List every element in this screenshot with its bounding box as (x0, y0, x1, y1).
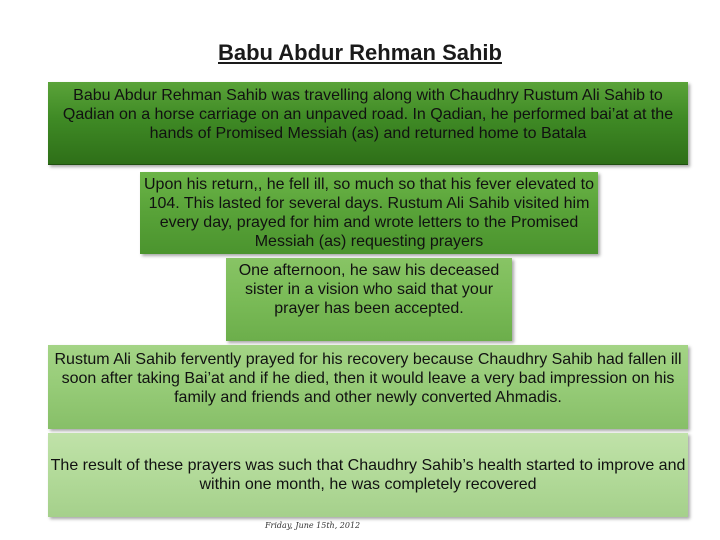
slide-date-footer: Friday, June 15th, 2012 (265, 521, 361, 530)
story-box-prayer: Rustum Ali Sahib fervently prayed for his recovery because Chaudhry Sahib had fallen ill soon after taking Bai’at and if he died, then it would leave a very bad impression on his family and friends and other newly converted Ahmadis. (48, 345, 688, 429)
story-box-bai-at: Babu Abdur Rehman Sahib was travelling along with Chaudhry Rustum Ali Sahib to Qadian on a horse carriage on an unpaved road. In Qadian, he performed bai’at at the hands of Promised Messiah (as) and returned home to Batala (48, 82, 688, 165)
story-box-vision: One afternoon, he saw his deceased sister in a vision who said that your prayer has been accepted. (226, 258, 512, 341)
story-box-illness: Upon his return,, he fell ill, so much so that his fever elevated to 104. This lasted for several days. Rustum Ali Sahib visited him every day, prayed for him and wrote letters to the Promised Messiah (as) requesting prayers (140, 172, 598, 254)
story-box-recovery: The result of these prayers was such that Chaudhry Sahib’s health started to improve and within one month, he was completely recovered (48, 433, 688, 517)
slide-title: Babu Abdur Rehman Sahib (218, 40, 502, 65)
